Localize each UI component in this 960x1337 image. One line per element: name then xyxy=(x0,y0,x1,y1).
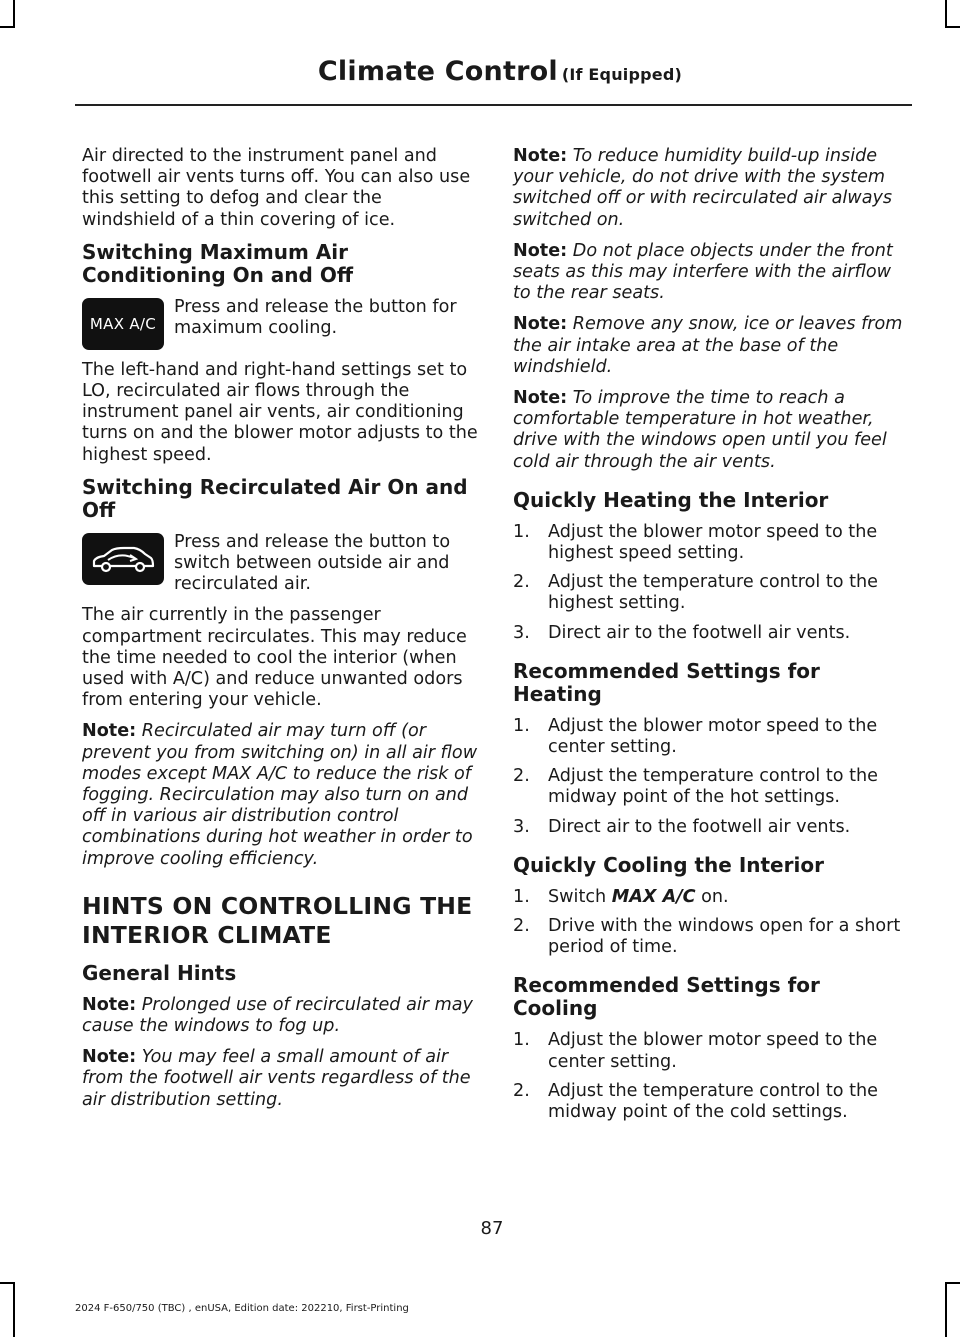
note-text: To reduce humidity build-up inside your vehicle, do not drive with the system switched off or with recirculated air always switched on. xyxy=(513,146,893,230)
recirc-button-row xyxy=(82,532,478,596)
list-item xyxy=(513,817,909,838)
step-number: 2. xyxy=(513,916,530,937)
step-number: 1. xyxy=(513,1030,530,1051)
climate-note xyxy=(513,314,909,378)
note-text: You may feel a small amount of air from the footwell air vents regardless of the air distribution setting. xyxy=(82,1047,471,1110)
step-text: Adjust the temperature control to the highest setting. xyxy=(548,572,878,614)
list-item xyxy=(513,887,909,908)
list-item xyxy=(513,766,909,808)
general-hint-note xyxy=(82,1047,478,1111)
crop-mark xyxy=(0,1282,15,1284)
note-text: Do not place objects under the front seats as this may interfere with the airflow to the rear seats. xyxy=(513,240,893,304)
recirc-heading: Switching Recirculated Air On and Off xyxy=(82,474,468,522)
crop-mark xyxy=(13,1282,15,1337)
note-text: To improve the time to reach a comfortable temperature in hot weather, drive with the windows open until you feel cold air through the air vents. xyxy=(513,388,887,472)
step-text: Direct air to the footwell air vents. xyxy=(548,622,851,643)
max-ac-description: The left-hand and right-hand settings set to LO, recirculated air flows through the instrument panel air vents, air conditioning turns on and the blower motor adjusts to the highest speed. xyxy=(82,359,478,465)
step-text: Drive with the windows open for a short period of time. xyxy=(548,916,901,958)
step-number: 2. xyxy=(513,766,530,787)
rec-heat-steps xyxy=(513,716,909,838)
intro-paragraph: Air directed to the instrument panel and footwell air vents turns off. You can also use this setting to defog and clear the windshield of a thin covering of ice. xyxy=(82,146,471,230)
note-label: Note: xyxy=(513,146,568,166)
step-number: 1. xyxy=(513,886,530,907)
max-ac-button-row xyxy=(82,297,478,350)
list-item xyxy=(513,1081,909,1123)
step-number: 3. xyxy=(513,816,530,837)
car-recirculation-icon xyxy=(90,544,156,574)
hints-heading-line1: HINTS ON CONTROLLING THE xyxy=(82,891,473,920)
step-text: Adjust the temperature control to the midway point of the hot settings. xyxy=(548,766,878,808)
crop-mark xyxy=(0,26,15,28)
crop-mark xyxy=(13,0,15,26)
right-column xyxy=(513,146,909,1133)
max-ac-button-label: MAX A/C xyxy=(89,314,157,333)
list-item xyxy=(513,623,909,644)
step-number: 2. xyxy=(513,1080,530,1101)
crop-mark xyxy=(945,1282,960,1284)
list-item xyxy=(513,916,909,958)
crop-mark xyxy=(945,1282,947,1337)
recirc-description: The air currently in the passenger compartment recirculates. This may reduce the time needed to cool the interior (when used with A/C) and reduce unwanted odors from entering your vehicle. xyxy=(82,605,467,711)
note-label: Note: xyxy=(513,388,568,409)
note-text: Prolonged use of recirculated air may cause the windows to fog up. xyxy=(82,994,473,1037)
general-hints-heading: General Hints xyxy=(82,960,237,985)
max-ac-instruction: Press and release the button for maximum cooling. xyxy=(174,296,457,339)
climate-note xyxy=(513,146,909,231)
hints-heading-line2: INTERIOR CLIMATE xyxy=(82,920,332,949)
step-text: Adjust the blower motor speed to the highest speed setting. xyxy=(548,521,878,564)
list-item xyxy=(513,572,909,614)
note-label: Note: xyxy=(82,721,137,742)
max-ac-term: MAX A/C xyxy=(611,886,696,907)
step-text: Adjust the blower motor speed to the center setting. xyxy=(548,1030,878,1072)
page-title-text: Climate Control xyxy=(317,56,558,87)
left-column xyxy=(82,146,478,1121)
max-ac-heading: Switching Maximum Air Conditioning On and Off xyxy=(82,239,354,287)
rec-cool-heading: Recommended Settings for Cooling xyxy=(513,973,820,1021)
hints-heading xyxy=(82,892,478,950)
note-text: Recirculated air may turn off (or prevent you from switching on) in all air flow modes except MAX A/C to reduce the risk of fogging. Recirculation may also turn on and off in various air distribution control combinations during hot weather in order to improve cooling efficiency. xyxy=(82,721,478,869)
quick-cool-heading: Quickly Cooling the Interior xyxy=(513,852,824,877)
note-label: Note: xyxy=(82,994,137,1015)
page-title-subtitle: (If Equipped) xyxy=(561,65,682,84)
list-item xyxy=(513,522,909,564)
max-ac-button-icon xyxy=(82,298,164,350)
crop-mark xyxy=(945,0,947,26)
climate-note xyxy=(513,388,909,473)
note-label: Note: xyxy=(513,240,568,261)
step-number: 2. xyxy=(513,572,530,593)
rec-heat-heading: Recommended Settings for Heating xyxy=(513,658,820,706)
note-label: Note: xyxy=(513,314,568,335)
recirculation-button-icon xyxy=(82,533,164,585)
quick-heat-heading: Quickly Heating the Interior xyxy=(513,487,829,512)
step-number: 1. xyxy=(513,521,530,542)
note-text: Remove any snow, ice or leaves from the air intake area at the base of the windshield. xyxy=(513,314,903,377)
general-hint-note xyxy=(82,995,478,1037)
step-text-suffix: on. xyxy=(701,886,729,907)
quick-heat-steps xyxy=(513,522,909,644)
step-text-prefix: Switch xyxy=(548,886,607,907)
quick-cool-steps xyxy=(513,887,909,959)
step-number: 1. xyxy=(513,715,530,736)
page-title xyxy=(318,56,682,87)
step-text: Adjust the temperature control to the midway point of the cold settings. xyxy=(548,1080,878,1123)
step-text: Adjust the blower motor speed to the center setting. xyxy=(548,715,878,758)
step-text: Direct air to the footwell air vents. xyxy=(548,816,851,837)
climate-note xyxy=(513,241,909,305)
note-label: Note: xyxy=(82,1047,137,1068)
step-number: 3. xyxy=(513,622,530,643)
list-item xyxy=(513,1030,909,1072)
rec-cool-steps xyxy=(513,1030,909,1123)
crop-mark xyxy=(945,26,960,28)
recirc-instruction: Press and release the button to switch between outside air and recirculated air. xyxy=(174,531,451,595)
page-number: 87 xyxy=(480,1218,504,1239)
edition-footer: 2024 F-650/750 (TBC) , enUSA, Edition date: 202210, First-Printing xyxy=(75,1303,409,1314)
recirc-note xyxy=(82,721,478,869)
header-divider xyxy=(75,104,912,106)
list-item xyxy=(513,716,909,758)
